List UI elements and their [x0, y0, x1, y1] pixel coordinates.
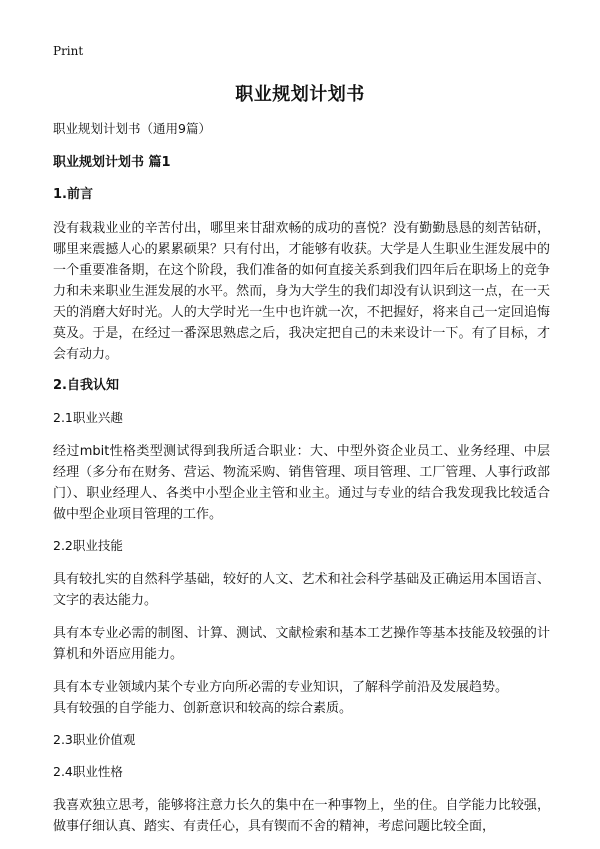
paragraph-skills-2: 具有本专业必需的制图、计算、测试、文献检索和基本工艺操作等基本技能及较强的计算机和外语应用能力。 [53, 626, 550, 662]
paragraph-interest: 经过mbit性格类型测试得到我所适合职业：大、中型外资企业员工、业务经理、中层经理（多分布在财务、营运、物流采购、销售管理、项目管理、工厂管理、人事行政部门）、职业经理人、各类中小型企业主管和业主。通过与专业的结合我发现我比较适合做中型企业项目管理的工作。 [53, 444, 550, 522]
print-link[interactable]: Print [53, 44, 84, 58]
subsection-heading-skills: 2.2职业技能 [53, 538, 123, 553]
paragraph-skills-3a: 具有本专业领域内某个专业方向所必需的专业知识，了解科学前沿及发展趋势。 [53, 680, 509, 695]
section-heading-preface: 1.前言 [53, 187, 93, 202]
paragraph-skills-3b: 具有较强的自学能力、创新意识和较高的综合素质。 [53, 701, 353, 716]
section-heading-self-awareness: 2.自我认知 [53, 378, 119, 393]
paragraph-skills-1: 具有较扎实的自然科学基础，较好的人文、艺术和社会科学基础及正确运用本国语言、文字的表达能力。 [53, 572, 550, 608]
page-title: 职业规划计划书 [235, 84, 365, 105]
subsection-heading-personality: 2.4职业性格 [53, 764, 123, 779]
document-subtitle: 职业规划计划书（通用9篇） [53, 121, 211, 136]
subsection-heading-values: 2.3职业价值观 [53, 732, 136, 747]
subsection-heading-interest: 2.1职业兴趣 [53, 410, 123, 425]
part-heading: 职业规划计划书 篇1 [53, 155, 171, 170]
paragraph-personality: 我喜欢独立思考，能够将注意力长久的集中在一种事物上，坐的住。自学能力比较强，做事仔细认真、踏实、有责任心，具有锲而不舍的精神，考虑问题比较全面， [53, 798, 550, 834]
paragraph-preface: 没有栽栽业业的辛苦付出，哪里来甘甜欢畅的成功的喜悦？没有勤勤恳恳的刻苦钻研，哪里来震撼人心的累累硕果？只有付出，才能够有收获。大学是人生职业生涯发展中的一个重要准备期，在这个阶段，我们准备的如何直接关系到我们四年后在职场上的竞争力和未来职业生涯发展的水平。然而，身为大学生的我们却没有认识到这一点，在一天天的消磨大好时光。人的大学时光一生中也许就一次，不把握好，将来自己一定回追悔莫及。于是，在经过一番深思熟虑之后，我决定把自己的未来设计一下。有了目标，才会有动力。 [53, 221, 550, 362]
document-body [53, 120, 550, 849]
